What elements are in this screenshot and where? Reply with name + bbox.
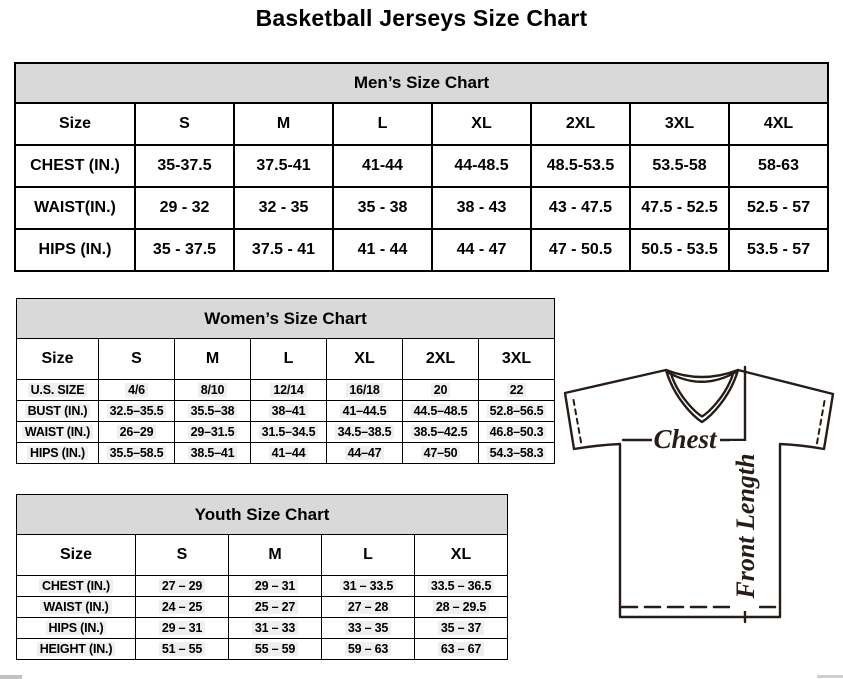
size-value-cell: 47–50 <box>403 443 479 464</box>
size-value-cell: 52.8–56.5 <box>479 401 555 422</box>
size-value-cell: 8/10 <box>175 380 251 401</box>
size-value-cell: 16/18 <box>327 380 403 401</box>
row-label: CHEST (IN.) <box>17 576 136 597</box>
column-header: XL <box>415 535 508 576</box>
size-value-cell: 29 - 32 <box>135 187 234 229</box>
row-label: HEIGHT (IN.) <box>17 639 136 660</box>
column-header: XL <box>432 103 531 145</box>
size-value-cell: 35 - 37.5 <box>135 229 234 271</box>
size-value-cell: 29 – 31 <box>229 576 322 597</box>
size-value-cell: 58-63 <box>729 145 828 187</box>
column-header: 3XL <box>479 339 555 380</box>
size-value-cell: 35 - 38 <box>333 187 432 229</box>
size-value-cell: 22 <box>479 380 555 401</box>
size-value-cell: 41 - 44 <box>333 229 432 271</box>
column-header: S <box>99 339 175 380</box>
column-header: 2XL <box>403 339 479 380</box>
row-label: HIPS (IN.) <box>17 443 99 464</box>
size-value-cell: 53.5 - 57 <box>729 229 828 271</box>
size-value-cell: 31 – 33.5 <box>322 576 415 597</box>
column-header-size: Size <box>15 103 135 145</box>
size-value-cell: 28 – 29.5 <box>415 597 508 618</box>
size-value-cell: 44–47 <box>327 443 403 464</box>
size-value-cell: 41–44 <box>251 443 327 464</box>
size-value-cell: 32.5–35.5 <box>99 401 175 422</box>
size-value-cell: 37.5-41 <box>234 145 333 187</box>
size-value-cell: 50.5 - 53.5 <box>630 229 729 271</box>
size-value-cell: 20 <box>403 380 479 401</box>
size-value-cell: 47.5 - 52.5 <box>630 187 729 229</box>
size-value-cell: 53.5-58 <box>630 145 729 187</box>
size-value-cell: 41-44 <box>333 145 432 187</box>
column-header: M <box>175 339 251 380</box>
size-value-cell: 37.5 - 41 <box>234 229 333 271</box>
size-value-cell: 59 – 63 <box>322 639 415 660</box>
size-value-cell: 25 – 27 <box>229 597 322 618</box>
size-value-cell: 27 – 29 <box>136 576 229 597</box>
size-value-cell: 46.8–50.3 <box>479 422 555 443</box>
row-label: WAIST(IN.) <box>15 187 135 229</box>
size-value-cell: 44-48.5 <box>432 145 531 187</box>
chest-label: Chest <box>653 424 717 454</box>
row-label: CHEST (IN.) <box>15 145 135 187</box>
column-header: M <box>234 103 333 145</box>
cropped-edge-fragment-right <box>817 675 843 678</box>
row-label: WAIST (IN.) <box>17 422 99 443</box>
cropped-edge-fragment-left <box>0 675 22 679</box>
jersey-outline <box>565 370 833 617</box>
size-value-cell: 38 - 43 <box>432 187 531 229</box>
column-header: XL <box>327 339 403 380</box>
size-value-cell: 34.5–38.5 <box>327 422 403 443</box>
page-title: Basketball Jerseys Size Chart <box>255 5 588 31</box>
column-header: S <box>135 103 234 145</box>
size-value-cell: 31.5–34.5 <box>251 422 327 443</box>
size-value-cell: 24 – 25 <box>136 597 229 618</box>
row-label: BUST (IN.) <box>17 401 99 422</box>
table-title: Women’s Size Chart <box>17 299 555 339</box>
size-value-cell: 33 – 35 <box>322 618 415 639</box>
column-header: 3XL <box>630 103 729 145</box>
size-value-cell: 12/14 <box>251 380 327 401</box>
size-value-cell: 4/6 <box>99 380 175 401</box>
size-value-cell: 41–44.5 <box>327 401 403 422</box>
size-value-cell: 27 – 28 <box>322 597 415 618</box>
row-label: U.S. SIZE <box>17 380 99 401</box>
mens-size-table <box>14 62 829 272</box>
youth-size-table <box>16 494 508 660</box>
column-header: 4XL <box>729 103 828 145</box>
row-label: WAIST (IN.) <box>17 597 136 618</box>
table-title: Youth Size Chart <box>17 495 508 535</box>
column-header-size: Size <box>17 339 99 380</box>
column-header: L <box>333 103 432 145</box>
size-value-cell: 35 – 37 <box>415 618 508 639</box>
size-value-cell: 35.5–58.5 <box>99 443 175 464</box>
jersey-measurement-diagram <box>558 356 840 632</box>
size-value-cell: 35.5–38 <box>175 401 251 422</box>
size-value-cell: 63 – 67 <box>415 639 508 660</box>
column-header: 2XL <box>531 103 630 145</box>
size-value-cell: 32 - 35 <box>234 187 333 229</box>
row-label: HIPS (IN.) <box>15 229 135 271</box>
womens-size-table <box>16 298 555 464</box>
front-length-label: Front Length <box>731 453 760 599</box>
column-header-size: Size <box>17 535 136 576</box>
size-value-cell: 48.5-53.5 <box>531 145 630 187</box>
size-value-cell: 35-37.5 <box>135 145 234 187</box>
row-label: HIPS (IN.) <box>17 618 136 639</box>
size-value-cell: 38.5–42.5 <box>403 422 479 443</box>
column-header: L <box>251 339 327 380</box>
table-title: Men’s Size Chart <box>15 63 828 103</box>
size-value-cell: 51 – 55 <box>136 639 229 660</box>
size-value-cell: 52.5 - 57 <box>729 187 828 229</box>
size-value-cell: 38–41 <box>251 401 327 422</box>
size-value-cell: 29–31.5 <box>175 422 251 443</box>
size-value-cell: 31 – 33 <box>229 618 322 639</box>
size-value-cell: 47 - 50.5 <box>531 229 630 271</box>
column-header: S <box>136 535 229 576</box>
size-value-cell: 44.5–48.5 <box>403 401 479 422</box>
size-value-cell: 29 – 31 <box>136 618 229 639</box>
column-header: M <box>229 535 322 576</box>
size-value-cell: 33.5 – 36.5 <box>415 576 508 597</box>
size-value-cell: 44 - 47 <box>432 229 531 271</box>
size-value-cell: 54.3–58.3 <box>479 443 555 464</box>
size-value-cell: 38.5–41 <box>175 443 251 464</box>
size-value-cell: 43 - 47.5 <box>531 187 630 229</box>
size-value-cell: 55 – 59 <box>229 639 322 660</box>
column-header: L <box>322 535 415 576</box>
size-value-cell: 26–29 <box>99 422 175 443</box>
